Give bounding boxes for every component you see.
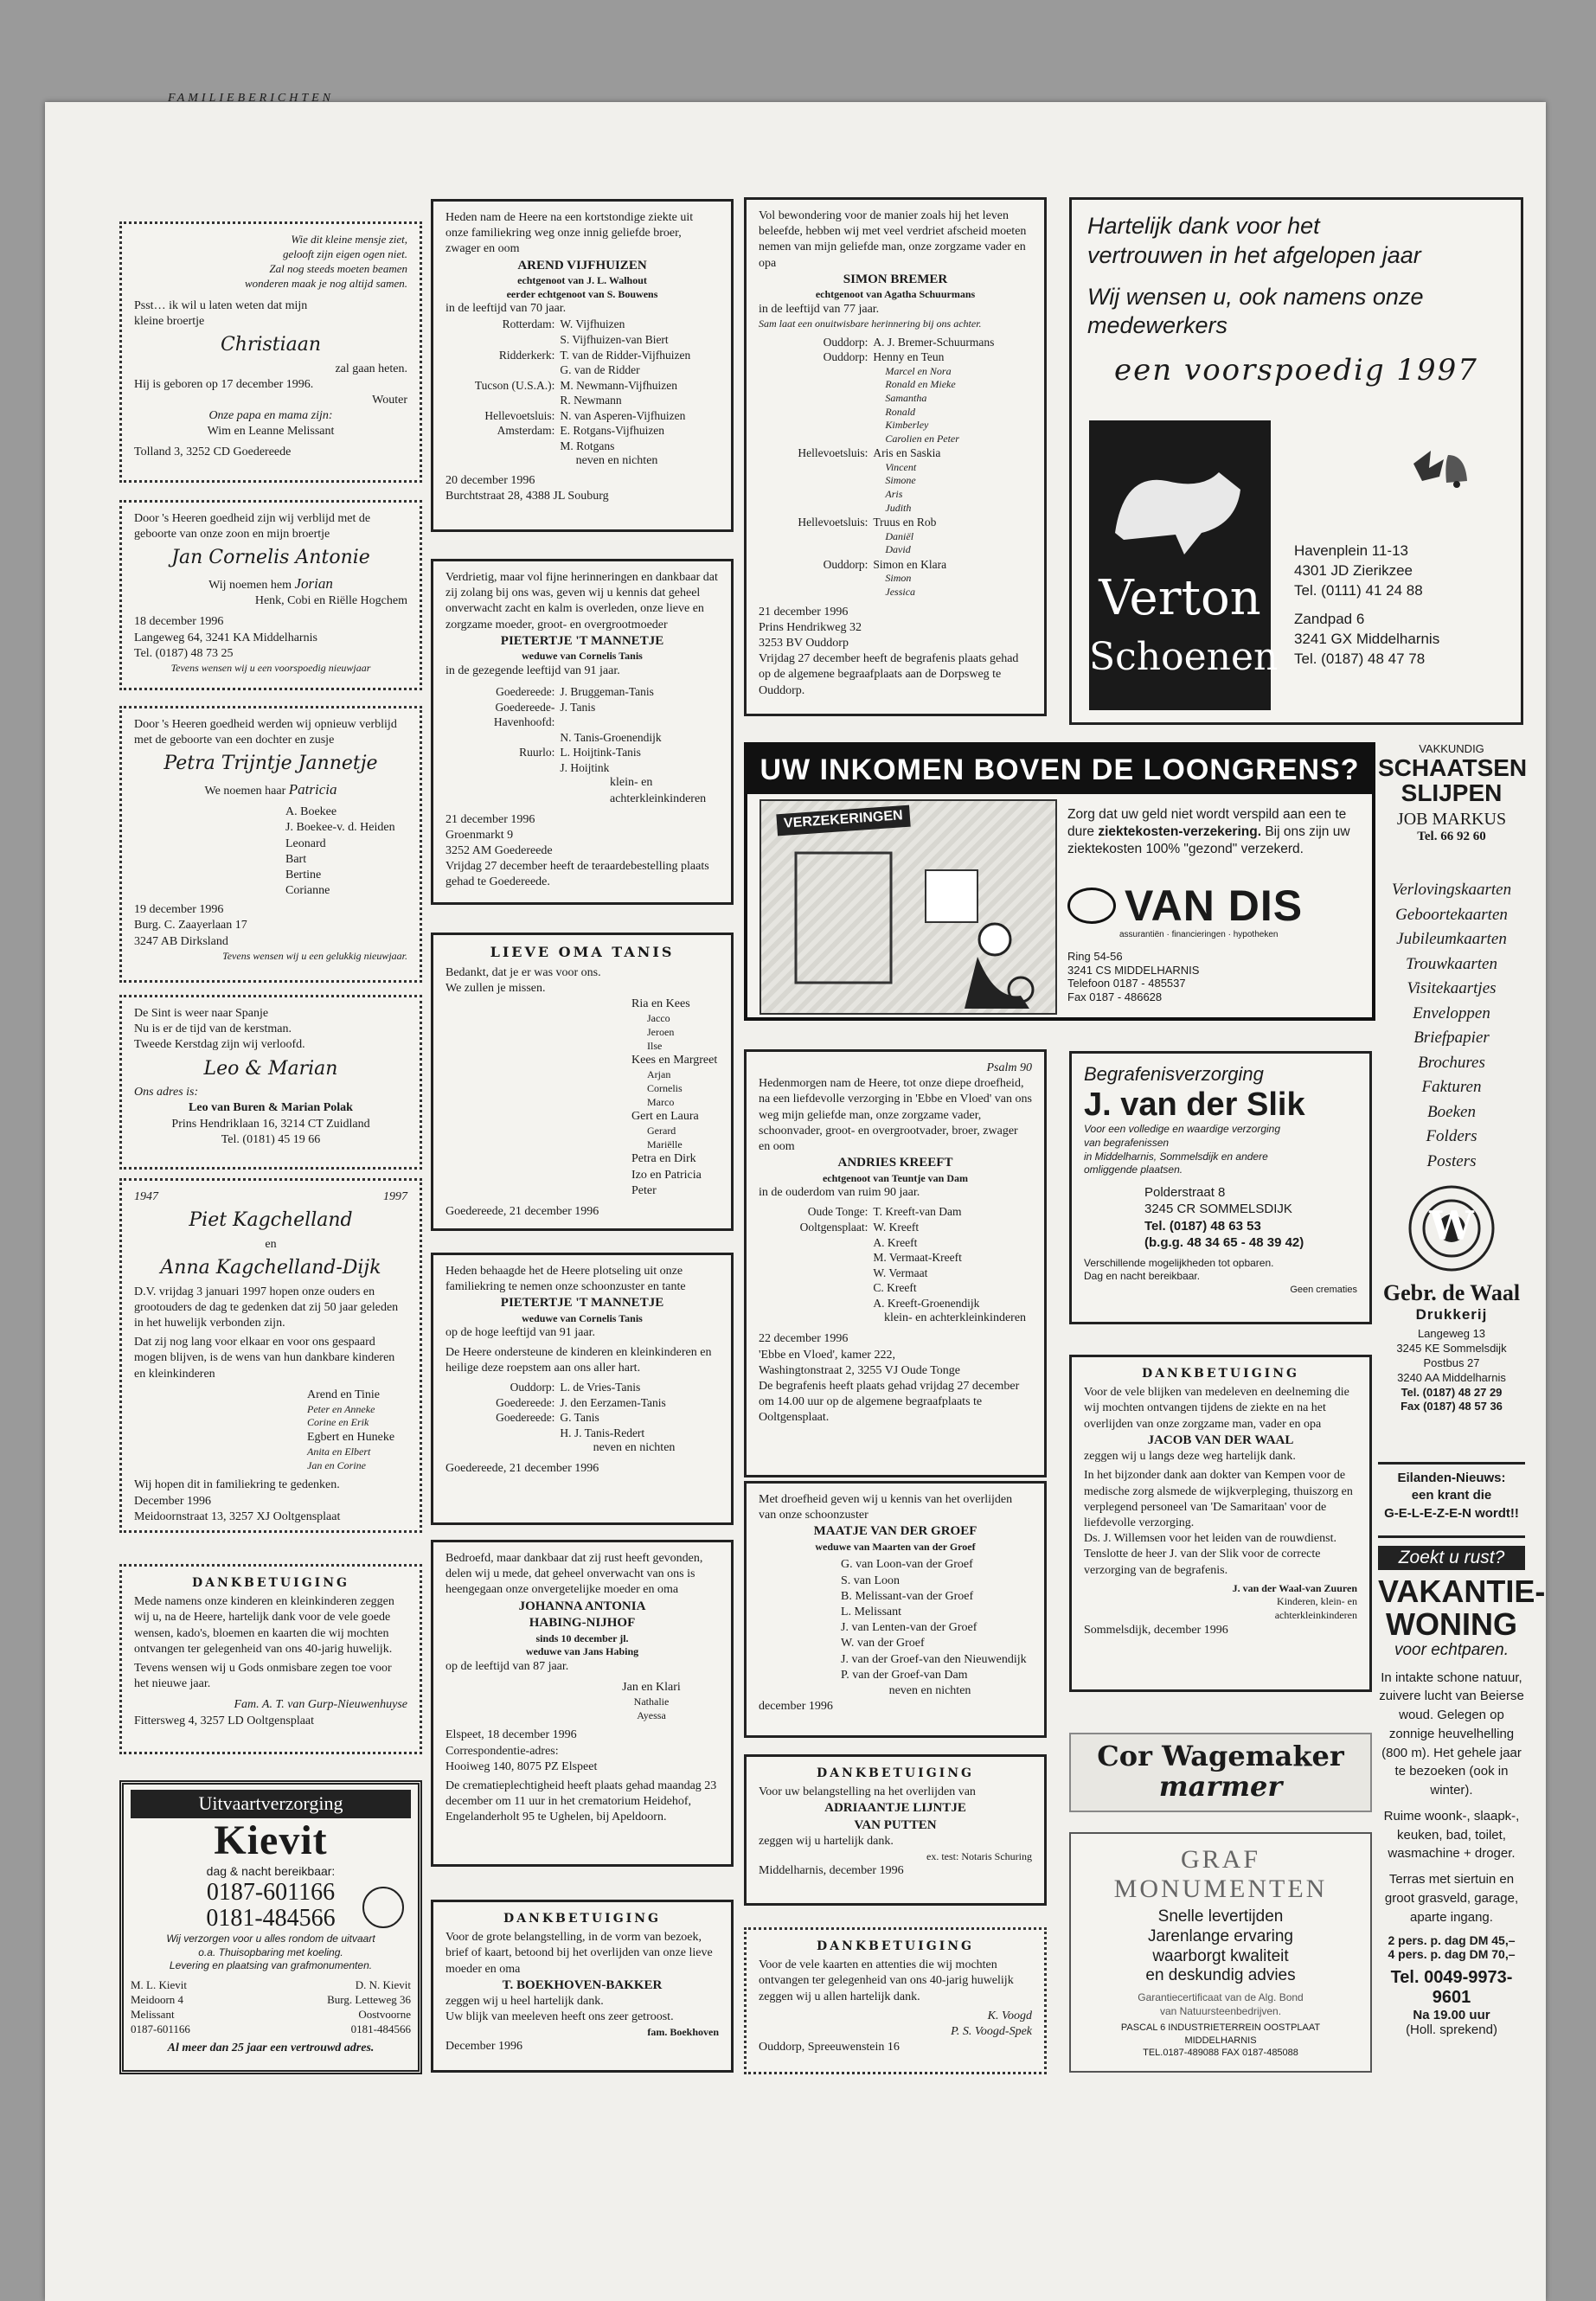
family-list [445,317,719,453]
printing-item: Verlovingskaarten [1391,881,1512,899]
de-waal-ad: Verlovingskaarten Geboortekaarten Jubileumkaarten Trouwkaarten Visitekaartjes Enveloppen Briefpapier Brochures Fakturen Boeken Folders Posters W Gebr. de Waal Drukkerij Langeweg 13 3245 KE Sommelsdijk Postbus 27 3240 AA Middelharnis Tel. (0187) 48 27 29 Fax (0187) 48 57 36 [1378,878,1525,1432]
birth-name: Petra Trijntje Jannetje [163,753,378,775]
family-row: Kimberley [885,419,929,432]
emblem-icon [362,1887,404,1928]
family-row: Tucson (U.S.A.): M. Newmann-Vijfhuizen [474,378,678,392]
family-row: Goedereede: G. Tanis [496,1411,599,1425]
section-title: FAMILIEBERICHTEN [167,92,335,105]
family-row: H. J. Tanis-Redert [560,1426,645,1439]
grandchild: Cornelis [647,1081,683,1094]
graf-monumenten-ad: GRAF MONUMENTEN Snelle levertijden Jarenlange ervaring waarborgt kwaliteit en deskundig advies Garantiecertificaat van de Alg. Bond van Natuursteenbedrijven. PASCAL 6 INDUSTRIETERREIN OOSTPLAAT MIDDELHARNIS TEL.0187-489088 FAX 0187-485088 [1069,1832,1372,2073]
vakantie-ad: Zoekt u rust? VAKANTIE- WONING voor echtparen. In intakte schone natuur, zuivere lucht van Beierse woud. Gelegen op zonnige heuvelhelling (800 m). Het gehele jaar te bezoeken (ook in winter). Ruime woonk-, slaapk-, keuken, bad, toilet, wasmachine + droger. Terras met siertuin en groot grasveld, garage, aparte ingang. 2 pers. p. dag DM 45,– 4 pers. p. dag DM 70,– Tel. 0049-9973-9601 Na 19.00 uur (Holl. sprekend) [1378,1548,1546,2038]
thanks-ad-van-der-waal: DANKBETUIGING Voor de vele blijken van medeleven en deelneming die wij mochten ontvangen tijdens de ziekte en na het overlijden van onze zorgzame man, vader en opa JACOB VAN DER WAAL zeggen wij u langs deze weg hartelijk dank. In het bijzonder dank aan dokter van Kempen voor de medische zorg alsmede de wijkverpleging, thuiszorg en verplegend personeel van 'De Samaritaan' voor de liefdevolle verzorging. Ds. J. Willemsen voor het leiden van de rouwdienst. Tenslotte de heer J. van der Slik voor de correcte verzorging van de begrafenis. J. van der Waal-van Zuuren Kinderen, klein- en achterkleinkinderen Sommelsdijk, december 1996 [1069,1355,1372,1692]
family-row: Ooltgensplaat: W. Kreeft [799,1220,920,1234]
printing-item: Posters [1426,1151,1477,1170]
family-row: Goedereede: J. Bruggeman-Tanis [496,685,654,699]
printing-item: Trouwkaarten [1406,954,1497,973]
printing-items-list [1378,878,1525,1174]
couple-name: Leo & Marian [203,1057,338,1080]
family-row: Simone [885,474,916,487]
engagement-ad: De Sint is weer naar Spanje Nu is er de tijd van de kerstman. Tweede Kerstdag zijn wij verloofd. Leo & Marian Ons adres is: Leo van Buren & Marian Polak Prins Hendriklaan 16, 3214 CT Zuidland Tel. (0181) 45 19 66 [119,995,422,1170]
family-list [759,335,1032,599]
family-row: Goedereede-Havenhoofd: J. Tanis [493,700,596,729]
family-row: G. van de Ridder [560,363,640,377]
van-dis-logo-icon [1067,888,1116,924]
death-ad-van-der-groef: Met droefheid geven wij u kennis van het overlijden van onze schoonzuster MAATJE VAN DER GROEF weduwe van Maarten van der Groef G. van Loon-van der Groef S. van Loon B. Melissant-van der Groef L. Melissant J. van Lenten-van der Groef W. van der Groef J. van der Groef-van den Nieuwendijk P. van der Groef-van Dam neven en nichten december 1996 [744,1481,1047,1738]
van-dis-ad: UW INKOMEN BOVEN DE LOONGRENS? VERZEKERINGEN Zorg dat uw geld niet wordt verspild aan een te dure ziektekosten-verzekering. Bij ons zijn uw ziektekosten 100% "gezond" verzekerd. VAN DIS assurantiën · financieringen · hypotheken Ring 54-56 3241 CS MIDDELHARNIS Telefoon 0187 - 485537 Fax 0187 - 486628 [744,742,1375,1021]
svg-text:W: W [1429,1202,1474,1249]
printing-item: Geboortekaarten [1395,905,1508,924]
van-der-slik-ad: Begrafenisverzorging J. van der Slik Voor een volledige en waardige verzorging van begrafenissen in Middelharnis, Sommelsdijk en andere omliggende plaatsen. Polderstraat 8 3245 CR SOMMELSDIJK Tel. (0187) 48 63 53 (b.g.g. 48 34 65 - 48 39 42) Verschillende mogelijkheden tot opbaren. Dag en nacht bereikbaar. Geen crematies [1069,1051,1372,1324]
grandchild: Jacco [647,1012,670,1025]
birth-name: Christiaan [220,333,322,356]
thanks-ad-van-putten: DANKBETUIGING Voor uw belangstelling na het overlijden van ADRIAANTJE LIJNTJE VAN PUTTEN zeggen wij u hartelijk dank. ex. test: Notaris Schuring Middelharnis, december 1996 [744,1754,1047,1906]
printing-item: Visitekaartjes [1407,979,1497,997]
family-row: Goedereede: J. den Eerzamen-Tanis [496,1395,666,1409]
family-row: C. Kreeft [873,1281,917,1295]
death-ad-mannetje-1: Verdrietig, maar vol fijne herinneringen en dankbaar dat zij zolang bij ons was, geven wij u kennis dat geheel onverwacht zacht en kalm is overleden, onze lieve en zorgzame moeder, groot- en overgrootmoeder PIETERTJE 'T MANNETJE weduwe van Cornelis Tanis in de gezegende leeftijd van 91 jaar. Goedereede: J. Bruggeman-Tanis Goedereede-Havenhoofd: J. Tanis N. Tanis-Groenendijk Ruurlo: L. Hoijtink-Tanis J. Hoijtink klein- en achterkleinkinderen 21 december 1996 Groenmarkt 9 3252 AM Goedereede Vrijdag 27 december heeft de teraardebestelling plaats gehad te Goedereede. [431,559,734,905]
person-illustration [761,801,1055,1013]
printing-item: Briefpapier [1413,1029,1490,1047]
thanks-ad-boekhoven: DANKBETUIGING Voor de grote belangstelling, in de vorm van bezoek, brief of kaart, betoond bij het overlijden van onze lieve moeder en oma T. BOEKHOVEN-BAKKER zeggen wij u heel hartelijk dank. Uw blijk van meeleven heeft ons zeer getroost. fam. Boekhoven December 1996 [431,1900,734,2073]
target-icon [1404,1181,1499,1276]
family-row: W. Vermaat [873,1266,928,1279]
death-ad-mannetje-2: Heden behaagde het de Heere plotseling uit onze familiekring te nemen onze schoonzuster en tante PIETERTJE 'T MANNETJE weduwe van Cornelis Tanis op de hoge leeftijd van 91 jaar. De Heere ondersteune de kinderen en kleinkinderen en heilige deze roepstem aan ons aller hart. Ouddorp: L. de Vries-Tanis Goedereede: J. den Eerzamen-Tanis Goedereede: G. Tanis H. J. Tanis-Redert neven en nichten Goedereede, 21 december 1996 [431,1253,734,1525]
family-row: Hellevoetsluis: N. van Asperen-Vijfhuizen [484,408,686,422]
family-row: Ronald en Mieke [885,378,956,391]
birth-ad-jan: Door 's Heeren goedheid zijn wij verblijd met de geboorte van onze zoon en mijn broertje Jan Cornelis Antonie Wij noemen hem Jorian Henk, Cobi en Riëlle Hogchem 18 december 1996 Langeweg 64, 3241 KA Middelharnis Tel. (0187) 48 73 25 Tevens wensen wij u een voorspoedig nieuwjaar [119,500,422,690]
family-row: Ruurlo: L. Hoijtink-Tanis [519,746,641,760]
family-row: Rotterdam: W. Vijfhuizen [502,317,625,331]
family-row: Vincent [885,460,917,473]
birth-ad-petra: Door 's Heeren goedheid werden wij opnieuw verblijd met de geboorte van een dochter en zusje Petra Trijntje Jannetje We noemen haar Patricia A. Boekee J. Boekee-v. d. Heiden Leonard Bart Bertine Corianne 19 december 1996 Burg. C. Zaayerlaan 17 3247 AB Dirksland Tevens wensen wij u een gelukkig nieuwjaar. [119,706,422,983]
printing-item: Jubileumkaarten [1396,930,1507,948]
grandchildren-list [631,997,719,1199]
family-row: Hellevoetsluis: Truus en Rob [798,516,937,529]
printing-item: Folders [1426,1127,1477,1145]
thanks-ad-voogd: DANKBETUIGING Voor de vele kaarten en attenties die wij mochten ontvangen ter gelegenheid van ons 40-jarig huwelijk zeggen wij u allen hartelijk dank. K. Voogd P. S. Voogd-Spek Ouddorp, Spreeuwenstein 16 [744,1927,1047,2074]
wagemaker-ad: Cor Wagemaker marmer [1069,1733,1372,1812]
grandchild: Gerard [647,1125,676,1138]
grandchild: Marco [647,1095,675,1108]
holly-bell-icon [1405,429,1483,507]
family-row: A. Kreeft [873,1235,918,1249]
family-row: Ouddorp: Simon en Klara [823,557,947,571]
birth-ad-christiaan: Wie dit kleine mensje ziet, gelooft zijn eigen ogen niet. Zal nog steeds moeten beamen wonderen maak je nog altijd samen. Psst… ik wil u laten weten dat mijn kleine broertje Christiaan zal gaan heten. Hij is geboren op 17 december 1996. Wouter Onze papa en mama zijn: Wim en Leanne Melissant Tolland 3, 3252 CD Goedereede [119,221,422,483]
verton-logo: Verton Schoenen [1089,420,1271,710]
van-dis-headline: UW INKOMEN BOVEN DE LOONGRENS? [747,746,1372,794]
verton-ad: Hartelijk dank voor het vertrouwen in het afgelopen jaar Wij wensen u, ook namens onze medewerkers een voorspoedig 1997 Verton Schoenen Havenplein 11-13 4301 JD Zierikzee Tel. (0111) 41 24 88 Zandpad 6 3241 GX Middelharnis Tel. (0187) 48 47 78 [1069,197,1523,725]
shoe-icon [1089,438,1271,567]
family-row: M. Vermaat-Kreeft [873,1251,962,1265]
grandchild: Peter [631,1183,657,1197]
thanks-ad-gurp: DANKBETUIGING Mede namens onze kinderen en kleinkinderen zeggen wij u, na de Heere, hartelijk dank voor de vele goede wensen, kado's, bloemen en kaarten die wij mochten ontvangen ter gelegenheid van ons 40-jarig huwelijk. Tevens wensen wij u Gods onmisbare zegen toe voor het nieuwe jaar. Fam. A. T. van Gurp-Nieuwenhuyse Fittersweg 4, 3257 LD Ooltgensplaat [119,1564,422,1754]
printing-item: Brochures [1418,1053,1485,1072]
family-row: Jessica [885,586,916,599]
family-list [445,1380,719,1440]
family-row: Ouddorp: L. de Vries-Tanis [510,1381,641,1394]
family-row: S. Vijfhuizen-van Biert [560,332,669,346]
family-row: M. Rotgans [560,439,615,452]
kievit-ad: Uitvaartverzorging Kievit dag & nacht bereikbaar: 0187-601166 0181-484566 Wij verzorgen voor u alles rondom de uitvaart o.a. Thuisopbaring met koeling. Levering en plaatsing van grafmonumenten. M. L. Kievit Meidoorn 4 Melissant 0187-601166 D. N. Kievit Burg. Letteweg 36 Oostvoorne 0181-484566 Al meer dan 25 jaar een vertrouwd adres. [119,1780,422,2074]
family-row: Oude Tonge: T. Kreeft-van Dam [807,1205,962,1219]
family-list [759,1204,1032,1311]
family-row: Samantha [885,391,927,404]
grandchild: Ria en Kees [631,997,690,1011]
family-row: Daniël [885,529,914,542]
grandchild: Gert en Laura [631,1110,699,1124]
grandchild: Mariëlle [647,1138,683,1150]
family-row: Simon [885,572,912,585]
family-row: Ouddorp: A. J. Bremer-Schuurmans [823,335,995,349]
family-row: David [885,543,911,556]
family-row: J. Hoijtink [560,760,610,774]
family-row: A. Kreeft-Groenendijk [873,1296,980,1310]
family-row: Carolien en Peter [885,432,959,445]
printing-item: Fakturen [1421,1078,1482,1096]
printing-item: Enveloppen [1413,1003,1490,1022]
grandchild: Izo en Patricia [631,1168,702,1182]
family-row: Ronald [885,405,916,418]
markus-ad: VAKKUNDIG SCHAATSEN SLIJPEN JOB MARKUS Tel. 66 92 60 [1378,742,1528,843]
oma-tanis-ad: LIEVE OMA TANIS Bedankt, dat je er was voor ons. We zullen je missen. Ria en Kees Jacco Jeroen Ilse Kees en Margreet Arjan Cornelis Marco Gert en Laura Gerard Mariëlle Petra en Dirk Izo en Patricia Peter Goedereede, 21 december 1996 [431,933,734,1231]
grandchild: Petra en Dirk [631,1152,696,1166]
grandchild: Jeroen [647,1025,675,1038]
death-ad-kreeft: Psalm 90 Hedenmorgen nam de Heere, tot onze diepe droefheid, na een liefdevolle verzorging in 'Ebbe en Vloed' van ons weg mijn geliefde man, onze zorgzame vader, schoonvader, groot- en overgrootvader, broer, zwager en oom ANDRIES KREEFT echtgenoot van Teuntje van Dam in de ouderdom van ruim 90 jaar. Oude Tonge: T. Kreeft-van Dam Ooltgensplaat: W. Kreeft A. Kreeft M. Vermaat-Kreeft W. Vermaat C. Kreeft A. Kreeft-Groenendijk klein- en achterkleinkinderen 22 december 1996 'Ebbe en Vloed', kamer 222, Washingtonstraat 2, 3255 VJ Oude Tonge De begrafenis heeft plaats gehad vrijdag 27 december om 14.00 uur op de algemene begraafplaats te Ooltgensplaat. [744,1049,1047,1477]
grandchild: Ilse [647,1039,663,1052]
family-row: N. Tanis-Groenendijk [560,730,662,744]
family-row: Aris [885,488,903,501]
family-row: Amsterdam: E. Rotgans-Vijfhuizen [497,424,665,438]
grandchild: Kees en Margreet [631,1054,718,1067]
anniversary-ad: 1947 1997 Piet Kagchelland en Anna Kagchelland-Dijk D.V. vrijdag 3 januari 1997 hopen onze ouders en grootouders de dag te gedenken dat zij 50 jaar geleden in het huwelijk verbonden zijn. Dat zij nog lang voor elkaar en voor ons gespaard mogen blijven, is de wens van hun dankbare kinderen en kleinkinderen Arend en Tinie Peter en Anneke Corine en Erik Egbert en Huneke Anita en Elbert Jan en Corine Wij hopen dit in familiekring te gedenken. December 1996 Meidoornstraat 13, 3257 XJ Ooltgensplaat [119,1178,422,1533]
printing-item: Boeken [1427,1102,1476,1121]
eilanden-nieuws-ad: Eilanden-Nieuws: een krant die G-E-L-E-Z-E-N wordt!! [1378,1462,1525,1538]
family-row: Judith [885,501,912,514]
family-row: Ouddorp: Henny en Teun [823,350,945,364]
family-row: Marcel en Nora [885,364,952,377]
family-list [445,684,719,775]
office-illustration: VERZEKERINGEN [760,799,1057,1015]
death-ad-bremer: Vol bewondering voor de manier zoals hij het leven beleefde, hebben wij met veel verdriet afscheid moeten nemen van mijn geliefde man, onze zorgzame vader en opa SIMON BREMER echtgenoot van Agatha Schuurmans in de leeftijd van 77 jaar. Sam laat een onuitwisbare herinnering bij ons achter. Ouddorp: A. J. Bremer-Schuurmans Ouddorp: Henny en Teun Marcel en Nora Ronald en Mieke Samantha Ronald Kimberley Carolien en Peter Hellevoetsluis: Aris en Saskia Vincent Simone Aris Judith Hellevoetsluis: Truus en Rob Daniël David Ouddorp: Simon en Klara Simon Jessica 21 december 1996 Prins Hendrikweg 32 3253 BV Ouddorp Vrijdag 27 december heeft de begrafenis plaats gehad op de algemene begraafplaats aan de Dorpsweg te Ouddorp. [744,197,1047,716]
death-ad-habing: Bedroefd, maar dankbaar dat zij rust heeft gevonden, delen wij u mede, dat geheel onverwacht van ons is heengegaan onze onvergetelijke moeder en oma JOHANNA ANTONIA HABING-NIJHOF sinds 10 december jl. weduwe van Jans Habing op de leeftijd van 87 jaar. Jan en Klari Nathalie Ayessa Elspeet, 18 december 1996 Correspondentie-adres: Hooiweg 140, 8075 PZ Elspeet De crematieplechtigheid heeft plaats gehad maandag 23 december om 11 uur in het crematorium Heidehof, Engelanderholt 95 te Ughelen, bij Apeldoorn. [431,1540,734,1867]
grandchild: Arjan [647,1068,671,1081]
family-row: Hellevoetsluis: Aris en Saskia [798,446,941,460]
birth-poem: Wie dit kleine mensje ziet, gelooft zijn eigen ogen niet. Zal nog steeds moeten beamen wonderen maak je nog altijd samen. [245,233,407,290]
family-row: R. Newmann [560,394,622,407]
birth-name: Jan Cornelis Antonie [171,547,370,569]
family-row: Ridderkerk: T. van de Ridder-Vijfhuizen [498,348,691,362]
death-ad-vijfhuizen: Heden nam de Heere na een kortstondige ziekte uit onze familiekring weg onze innig geliefde broer, zwager en oom AREND VIJFHUIZEN echtgenoot van J. L. Walhout eerder echtgenoot van S. Bouwens in de leeftijd van 70 jaar. Rotterdam: W. Vijfhuizen S. Vijfhuizen-van Biert Ridderkerk: T. van de Ridder-Vijfhuizen G. van de Ridder Tucson (U.S.A.): M. Newmann-Vijfhuizen R. Newmann Hellevoetsluis: N. van Asperen-Vijfhuizen Amsterdam: E. Rotgans-Vijfhuizen M. Rotgans neven en nichten 20 december 1996 Burchtstraat 28, 4388 JL Souburg [431,199,734,532]
